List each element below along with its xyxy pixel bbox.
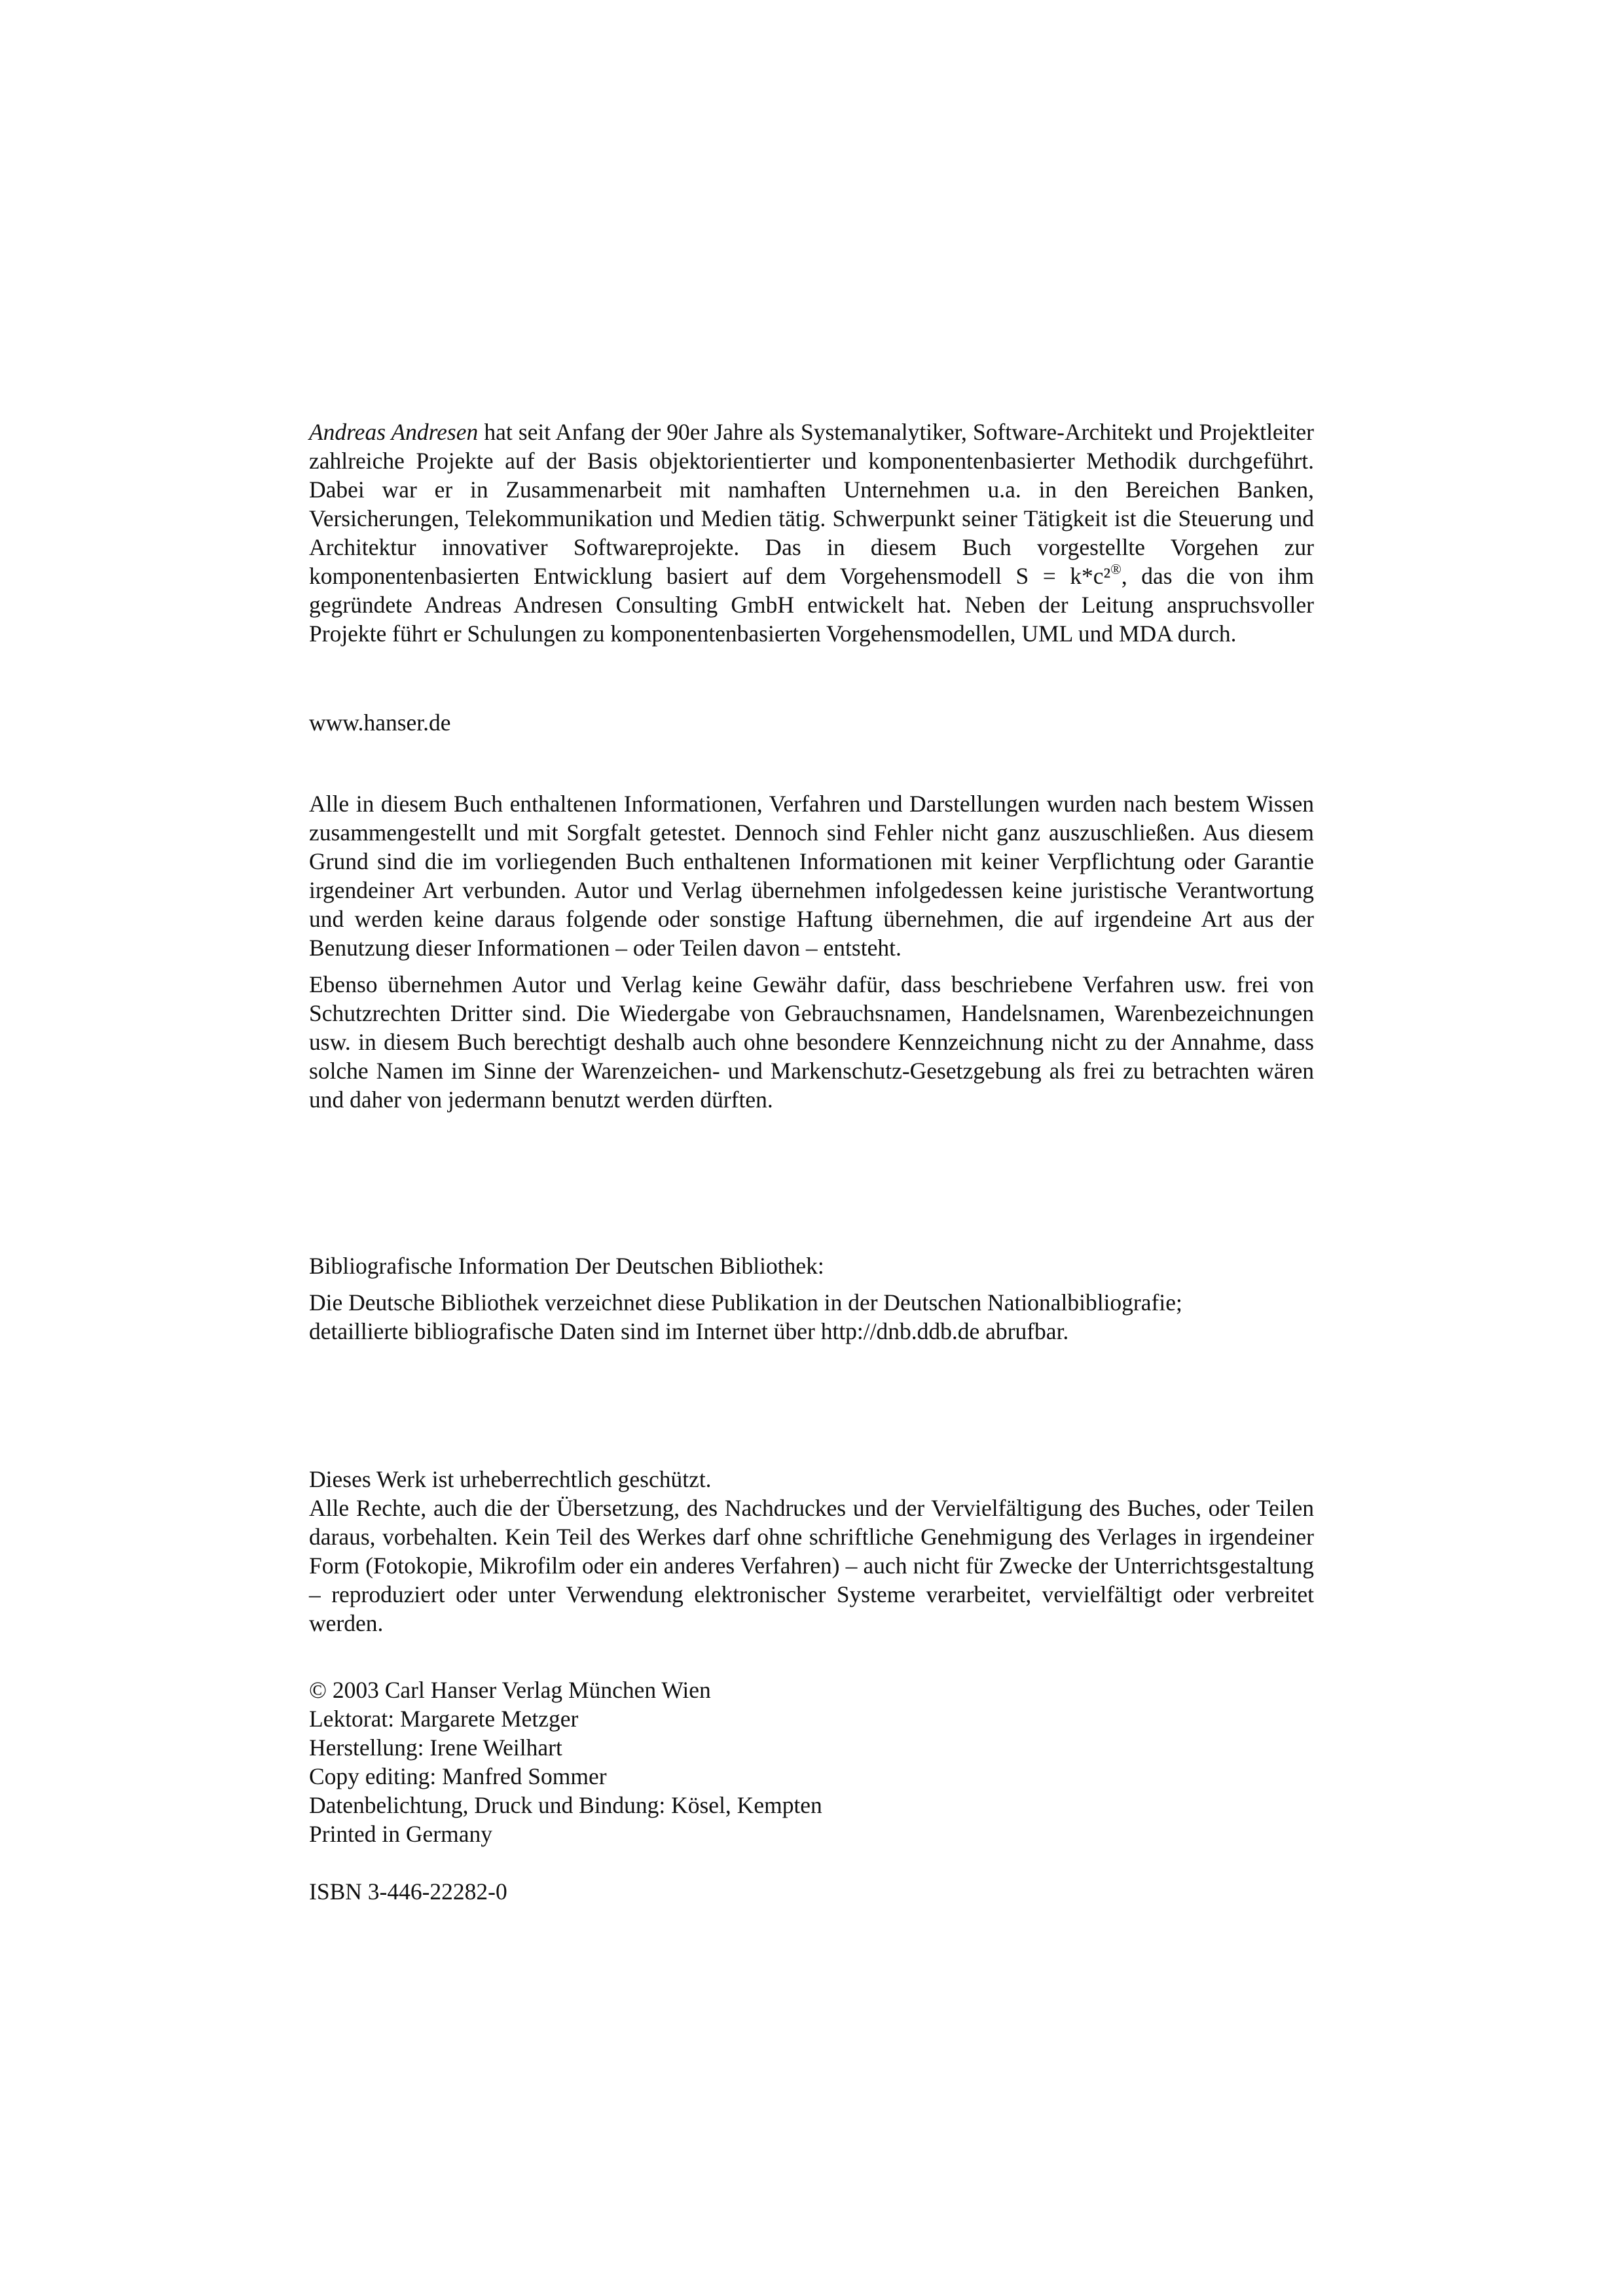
author-name: Andreas Andresen — [309, 419, 479, 445]
bibliographic-line-1: Die Deutsche Bibliothek verzeichnet diese Publikation in der Deutschen Nationalbibliografie; — [309, 1289, 1182, 1316]
author-biography-text — [309, 418, 1314, 648]
printed-in-line: Printed in Germany — [309, 1821, 492, 1847]
copyright-heading: Dieses Werk ist urheberrechtlich geschützt. — [309, 1466, 712, 1492]
publisher-website — [309, 708, 1314, 737]
registered-trademark-mark: ® — [1110, 561, 1122, 578]
editor-line: Lektorat: Margarete Metzger — [309, 1706, 579, 1732]
bibliographic-information — [309, 1251, 1314, 1346]
production-line: Herstellung: Irene Weilhart — [309, 1734, 562, 1761]
printing-line: Datenbelichtung, Druck und Bindung: Kösel, Kempten — [309, 1792, 822, 1818]
disclaimer-paragraph-2: Ebenso übernehmen Autor und Verlag keine Gewähr dafür, dass beschriebene Verfahren usw. frei von Schutzrechten Dritter sind. Die Wiedergabe von Gebrauchsnamen, Handelsnamen, Warenbezeichnungen usw. in diesem Buch berechtigt deshalb auch ohne besondere Kennzeichnung nicht zu der Annahme, dass solche Namen im Sinne der Warenzeichen- und Markenschutz-Gesetzgebung als frei zu betrachten wären und daher von jedermann benutzt werden dürften. — [309, 971, 1314, 1113]
copyright-notice — [309, 1465, 1314, 1638]
bibliographic-line-2: detaillierte bibliografische Daten sind im Internet über http://dnb.ddb.de abrufbar. — [309, 1318, 1069, 1344]
disclaimer-paragraph-1: Alle in diesem Buch enthaltenen Informationen, Verfahren und Darstellungen wurden nach bestem Wissen zusammengestellt und mit Sorgfalt getestet. Dennoch sind Fehler nicht ganz auszuschließen. Aus diesem Grund sind die im vorliegenden Buch enthaltenen Informationen mit keiner Verpflichtung oder Garantie irgendeiner Art verbunden. Autor und Verlag übernehmen infolgedessen keine juristische Verantwortung und werden keine daraus folgende oder sonstige Haftung übernehmen, die auf irgendeine Art aus der Benutzung dieser Informationen – oder Teilen davon – entsteht. — [309, 791, 1314, 961]
author-biography — [309, 418, 1314, 648]
copyright-line: © 2003 Carl Hanser Verlag München Wien — [309, 1677, 711, 1703]
copyright-text: Alle Rechte, auch die der Übersetzung, des Nachdruckes und der Vervielfältigung des Buches, oder Teilen daraus, vorbehalten. Kein Teil des Werkes darf ohne schriftliche Genehmigung des Verlages in irgendeiner Form (Fotokopie, Mikrofilm oder ein anderes Verfahren) – auch nicht für Zwecke der Unterrichtsgestaltung – reproduziert oder unter Verwendung elektronischer Systeme verarbeitet, vervielfältigt oder verbreitet werden. — [309, 1495, 1314, 1636]
bibliographic-heading: Bibliografische Information Der Deutschen Bibliothek: — [309, 1253, 824, 1279]
isbn-number: ISBN 3-446-22282-0 — [309, 1878, 507, 1905]
bio-text-part2: , das die von ihm gegründete Andreas Andresen Consulting GmbH entwickelt hat. Neben der Leitung anspruchsvoller Projekte führt er Schulungen zu komponentenbasierten Vorgehensmodellen, UML und MDA durch. — [309, 563, 1314, 647]
copy-editing-line: Copy editing: Manfred Sommer — [309, 1763, 607, 1789]
publisher-website-link[interactable]: www.hanser.de — [309, 709, 451, 736]
disclaimer-section — [309, 789, 1314, 1114]
bio-text-part1: hat seit Anfang der 90er Jahre als Systemanalytiker, Software-Architekt und Projektleiter zahlreiche Projekte auf der Basis objektorientierter und komponentenbasierter Methodik durchgeführt. Dabei war er in Zusammenarbeit mit namhaften Unternehmen u.a. in den Bereichen Banken, Versicherungen, Telekommunikation und Medien tätig. Schwerpunkt seiner Tätigkeit ist die Steuerung und Architektur innovativer Softwareprojekte. Das in diesem Buch vorgestellte Vorgehen zur komponentenbasierten Entwicklung basiert auf dem Vorgehensmodell S = k*c² — [309, 419, 1314, 589]
isbn-section — [309, 1877, 1314, 1906]
imprint-details — [309, 1676, 1314, 1848]
